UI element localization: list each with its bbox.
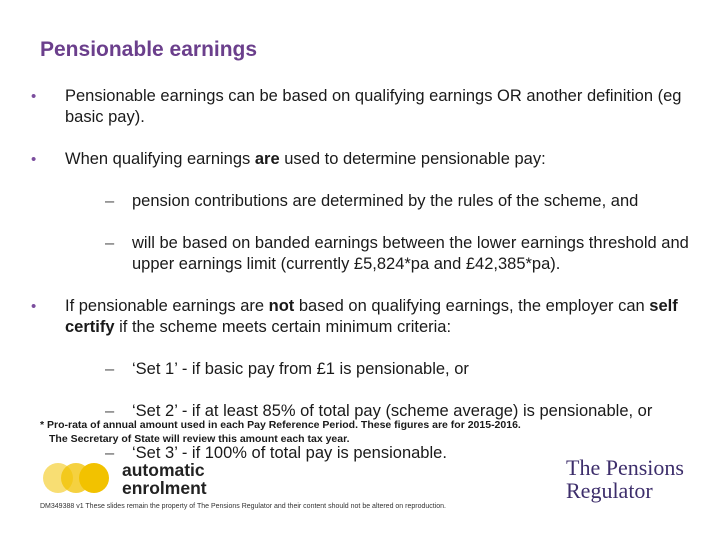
bullet-1 <box>30 86 690 128</box>
slide-title: Pensionable earnings <box>40 38 258 61</box>
ae-logo-text <box>122 461 207 497</box>
bullet-3-text-pre: If pensionable earnings are <box>65 297 269 315</box>
footnote-line-2: The Secretary of State will review this amount each tax year. <box>49 433 350 445</box>
sub-bullet-text: ‘Set 1’ - if basic pay from £1 is pensionable, or <box>132 360 469 378</box>
bullet-2-emphasis: are <box>254 150 280 168</box>
ae-logo-line-1: automatic <box>122 460 205 480</box>
bullet-2 <box>30 149 690 275</box>
bullet-3-text-post-2: if the scheme meets certain minimum criteria: <box>114 318 452 336</box>
dash-marker: – <box>105 402 115 420</box>
dash-marker: – <box>105 444 115 462</box>
copyright-notice: DM349388 v1 These slides remain the property of The Pensions Regulator and their content should not be altered on reproduction. <box>40 503 446 510</box>
bullet-dot: • <box>31 298 37 315</box>
bullet-2-text-pre: When qualifying earnings <box>65 150 255 168</box>
bullet-dot: • <box>31 151 37 168</box>
tpr-logo-line-1: The Pensions <box>566 455 684 480</box>
ae-circles-icon <box>40 458 120 502</box>
sub-bullet <box>65 359 690 380</box>
dash-marker: – <box>105 234 115 252</box>
sub-bullet-text: will be based on banded earnings between the lower earnings threshold and upper earnings limit (currently £5,824*pa and £42,385*pa). <box>132 234 689 273</box>
tpr-logo-line-2: Regulator <box>566 478 653 503</box>
sub-bullet <box>65 233 690 275</box>
sub-bullet-text: pension contributions are determined by the rules of the scheme, and <box>132 192 639 210</box>
bullet-3-emphasis: not <box>268 297 295 315</box>
bullet-2-text-post: used to determine pensionable pay: <box>279 150 546 168</box>
footnote-line-1: * Pro-rata of annual amount used in each Pay Reference Period. These figures are for 2015-2016. <box>40 419 521 431</box>
bullet-1-text: Pensionable earnings can be based on qualifying earnings OR another definition (eg basic pay). <box>65 87 682 126</box>
sub-bullet-text: ‘Set 3’ - if 100% of total pay is pensionable. <box>132 444 447 462</box>
sub-bullet-text: ‘Set 2’ - if at least 85% of total pay (scheme average) is pensionable, or <box>132 402 653 420</box>
automatic-enrolment-logo <box>40 458 207 502</box>
footnote <box>40 418 521 446</box>
ae-logo-line-2: enrolment <box>122 478 207 498</box>
bullet-3-text-post: based on qualifying earnings, the employer can <box>294 297 650 315</box>
bullet-dot: • <box>31 88 37 105</box>
pensions-regulator-logo <box>566 456 684 502</box>
sub-bullet <box>65 191 690 212</box>
bullet-3-emphasis-2: self certify <box>65 297 678 336</box>
dash-marker: – <box>105 192 115 210</box>
dash-marker: – <box>105 360 115 378</box>
